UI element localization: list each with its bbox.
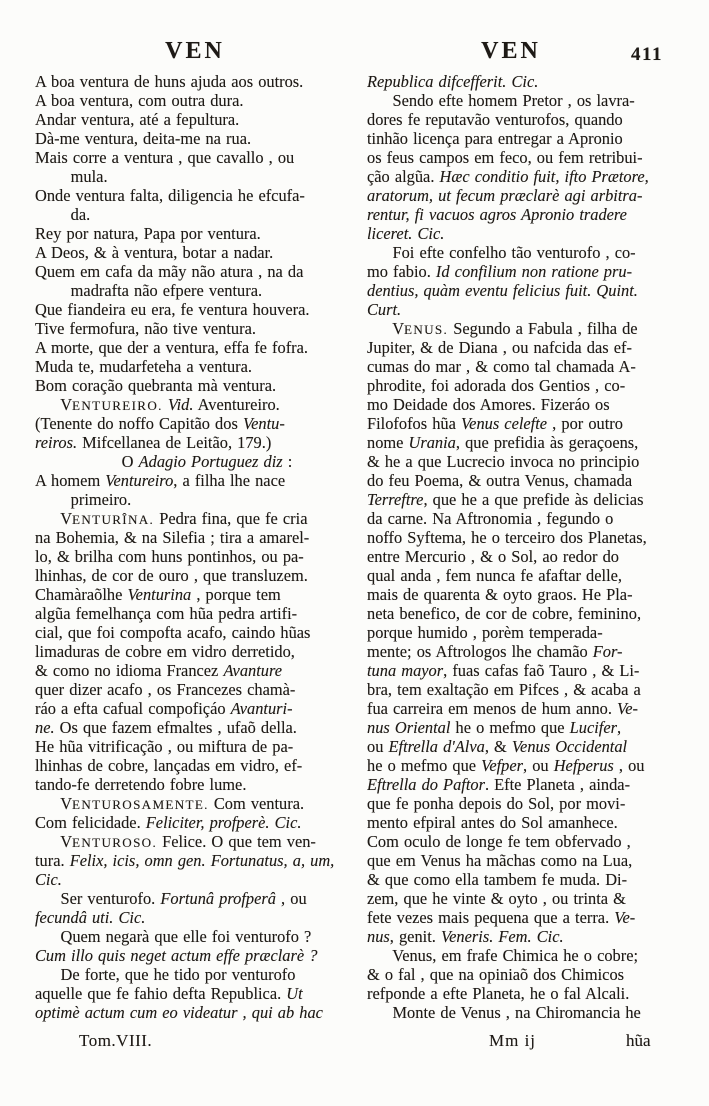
text-line: Ser venturofo. Fortunâ profperâ , ou bbox=[35, 889, 307, 908]
text-line: nome Urania, que prefidia às geraçoens, bbox=[367, 433, 639, 452]
text-line: VENUS. Segundo a Fabula , filha de bbox=[367, 319, 638, 338]
text-line: A homem Ventureiro, a filha lhe nace bbox=[35, 471, 286, 490]
text-line: mais de quarenta & oyto graos. He Pla- bbox=[367, 585, 633, 604]
text-line: fecundâ uti. Cic. bbox=[35, 908, 146, 927]
text-line: Curt. bbox=[367, 300, 402, 319]
running-title-right: VEN bbox=[481, 38, 541, 64]
text-line: De forte, que he tido por venturofo bbox=[35, 965, 296, 984]
text-line: mula. bbox=[35, 167, 108, 186]
text-line: tura. Felix, icis, omn gen. Fortunatus, a, um, bbox=[35, 851, 335, 870]
text-line: Eftrella do Paftor. Efte Planeta , ainda- bbox=[367, 775, 631, 794]
text-line: que fe ponha depois do Sol, por movi- bbox=[367, 794, 626, 813]
running-title-left: VEN bbox=[165, 38, 225, 64]
gathering-signature: Mm ij bbox=[489, 1031, 537, 1050]
page-number: 411 bbox=[631, 44, 663, 65]
text-line: & como no idioma Francez Avanture bbox=[35, 661, 283, 680]
text-line: lhinhas de cobre, lançadas em vidro, ef- bbox=[35, 756, 303, 775]
text-line: mente; os Aftrologos lhe chamão For- bbox=[367, 642, 623, 661]
text-line: neta benefico, de cor de cobre, feminino, bbox=[367, 604, 642, 623]
text-line: madrafta não efpere ventura. bbox=[35, 281, 263, 300]
volume-signature: Tom.VIII. bbox=[79, 1031, 153, 1050]
text-line: (Tenente do noffo Capitão dos Ventu- bbox=[35, 414, 285, 433]
text-line: A boa ventura, com outra dura. bbox=[35, 91, 244, 110]
text-line: aquelle que fe fahio defta Republica. Ut bbox=[35, 984, 303, 1003]
text-line: VENTUROSO. Felice. O que tem ven- bbox=[35, 832, 316, 851]
text-line: & que como ella tambem fe muda. Di- bbox=[367, 870, 628, 889]
text-line: Republica difcefferit. Cic. bbox=[367, 72, 539, 91]
text-line: ção algũa. Hæc conditio fuit, ifto Prætore, bbox=[367, 167, 649, 186]
left-column-footer bbox=[35, 1031, 357, 1051]
text-line: He hũa vitrificação , ou miftura de pa- bbox=[35, 737, 294, 756]
text-line: qual anda , fem nunca fe afaftar delle, bbox=[367, 566, 622, 585]
text-line: ne. Os que fazem efmaltes , ufaõ della. bbox=[35, 718, 297, 737]
text-line: lhinhas, de cor de ouro , que transluzem. bbox=[35, 566, 308, 585]
left-column bbox=[35, 72, 357, 1051]
text-line: optimè actum cum eo videatur , qui ab hac bbox=[35, 1003, 323, 1022]
text-line: & he a que Lucrecio invoca no principio bbox=[367, 452, 640, 471]
text-line: Tive fermofura, não tive ventura. bbox=[35, 319, 256, 338]
text-line: zem, que he vinte & oyto , ou trinta & bbox=[367, 889, 626, 908]
text-line: Com felicidade. Feliciter, profperè. Cic. bbox=[35, 813, 302, 832]
right-column-lines bbox=[367, 72, 694, 1022]
text-line: Chamàraõlhe Venturina , porque tem bbox=[35, 585, 281, 604]
text-line: cial, que foi compofta acafo, caindo hũas bbox=[35, 623, 311, 642]
text-line: Terreftre, que he a que prefide às delicias bbox=[367, 490, 644, 509]
text-line: rentur, fi vacuos agros Apronio tradere bbox=[367, 205, 627, 224]
text-line: VENTUROSAMENTE. Com ventura. bbox=[35, 794, 305, 813]
text-line: VENTURÎNA. Pedra fina, que fe cria bbox=[35, 509, 308, 528]
page-header bbox=[0, 0, 709, 70]
text-line: O Adagio Portuguez diz : bbox=[35, 452, 293, 471]
text-line: Muda te, mudarfeteha a ventura. bbox=[35, 357, 252, 376]
running-title-right-cell bbox=[365, 38, 657, 65]
text-line: reiros. Mifcellanea de Leitão, 179.) bbox=[35, 433, 272, 452]
text-line: A morte, que der a ventura, effa fe fofra. bbox=[35, 338, 309, 357]
text-line: ráo a efta cafual compofiçáo Avanturi- bbox=[35, 699, 293, 718]
text-columns bbox=[35, 72, 694, 1051]
text-line: A boa ventura de huns ajuda aos outros. bbox=[35, 72, 304, 91]
text-line: fua carreira em menos de hum anno. Ve- bbox=[367, 699, 638, 718]
text-line: phrodite, foi adorada dos Gentios , co- bbox=[367, 376, 626, 395]
text-line: dentius, quàm eventu felicius fuit. Quint. bbox=[367, 281, 638, 300]
text-line: Foi efte confelho tão venturofo , co- bbox=[367, 243, 636, 262]
text-line: tando-fe derretendo fobre lume. bbox=[35, 775, 247, 794]
text-line: fete vezes mais pequena que a terra. Ve- bbox=[367, 908, 636, 927]
text-line: limaduras de cobre em vidro derretido, bbox=[35, 642, 295, 661]
text-line: Venus, em frafe Chimica he o cobre; bbox=[367, 946, 639, 965]
text-line: lo, & brilha com huns pontinhos, ou pa- bbox=[35, 547, 304, 566]
text-line: algũa femelhança com hũa pedra artifi- bbox=[35, 604, 298, 623]
text-line: bra, tem exaltação em Pifces , & acaba a bbox=[367, 680, 641, 699]
text-line: Que fiandeira eu era, fe ventura houvera. bbox=[35, 300, 310, 319]
running-title-left-cell bbox=[35, 38, 355, 65]
text-line: Sendo efte homem Pretor , os lavra- bbox=[367, 91, 635, 110]
text-line: que em Venus ha mãchas como na Lua, bbox=[367, 851, 633, 870]
right-column bbox=[367, 72, 694, 1051]
text-line: da. bbox=[35, 205, 91, 224]
left-column-lines bbox=[35, 72, 357, 1022]
text-line: Quem negarà que elle foi venturofo ? bbox=[35, 927, 312, 946]
text-line: liceret. Cic. bbox=[367, 224, 445, 243]
text-line: Bom coração quebranta mà ventura. bbox=[35, 376, 277, 395]
catchword: hũa bbox=[626, 1031, 651, 1050]
text-line: Filofofos hũa Venus celefte , por outro bbox=[367, 414, 623, 433]
text-line: nus Oriental he o mefmo que Lucifer, bbox=[367, 718, 622, 737]
text-line: mo fabio. Id confilium non ratione pru- bbox=[367, 262, 633, 281]
text-line: nus, genit. Veneris. Fem. Cic. bbox=[367, 927, 564, 946]
text-line: noffo Syftema, he o terceiro dos Planetas, bbox=[367, 528, 647, 547]
text-line: os feus campos em feco, ou fem retribui- bbox=[367, 148, 643, 167]
text-line: entre Mercurio , & o Sol, ao redor do bbox=[367, 547, 619, 566]
text-line: aratorum, ut fecum præclarè agi arbitra- bbox=[367, 186, 643, 205]
text-line: quer dizer acafo , os Francezes chamà- bbox=[35, 680, 296, 699]
text-line: da carne. Na Aftronomia , fegundo o bbox=[367, 509, 614, 528]
text-line: mo Deidade dos Amores. Fizeráo os bbox=[367, 395, 610, 414]
text-line: Quem em cafa da mãy não atura , na da bbox=[35, 262, 304, 281]
text-line: refponde a efte Planeta, he o fal Alcali. bbox=[367, 984, 630, 1003]
text-line: ou Eftrella d'Alva, & Venus Occidental bbox=[367, 737, 628, 756]
text-line: mento efpiral antes do Sol amanhece. bbox=[367, 813, 618, 832]
text-line: Mais corre a ventura , que cavallo , ou bbox=[35, 148, 295, 167]
text-line: porque humido , porèm temperada- bbox=[367, 623, 603, 642]
text-line: Onde ventura falta, diligencia he efcufa- bbox=[35, 186, 305, 205]
text-line: Com oculo de longe fe tem obfervado , bbox=[367, 832, 631, 851]
text-line: Dà-me ventura, deita-me na rua. bbox=[35, 129, 252, 148]
text-line: A Deos, & à ventura, botar a nadar. bbox=[35, 243, 274, 262]
text-line: he o mefmo que Vefper, ou Hefperus , ou bbox=[367, 756, 645, 775]
text-line: tinhão licença para entregar a Apronio bbox=[367, 129, 623, 148]
text-line: & o fal , que na opiniaõ dos Chimicos bbox=[367, 965, 625, 984]
text-line: Jupiter, & de Diana , ou nafcida das ef- bbox=[367, 338, 632, 357]
text-line: Andar ventura, até a fepultura. bbox=[35, 110, 240, 129]
right-column-footer bbox=[367, 1031, 694, 1051]
text-line: Cum illo quis neget actum effe præclarè ? bbox=[35, 946, 318, 965]
text-line: VENTUREIRO. Vid. Aventureiro. bbox=[35, 395, 280, 414]
text-line: tuna mayor, fuas cafas faõ Tauro , & Li- bbox=[367, 661, 640, 680]
text-line: do feu Poema, & outra Venus, chamada bbox=[367, 471, 633, 490]
text-line: Monte de Venus , na Chiromancia he bbox=[367, 1003, 641, 1022]
text-line: na Bohemia, & na Silefia ; tira a amarel- bbox=[35, 528, 310, 547]
text-line: primeiro. bbox=[35, 490, 132, 509]
text-line: dores fe reputavão venturofos, quando bbox=[367, 110, 623, 129]
text-line: Cic. bbox=[35, 870, 62, 889]
text-line: Rey por natura, Papa por ventura. bbox=[35, 224, 261, 243]
text-line: cumas do mar , & como tal chamada A- bbox=[367, 357, 636, 376]
